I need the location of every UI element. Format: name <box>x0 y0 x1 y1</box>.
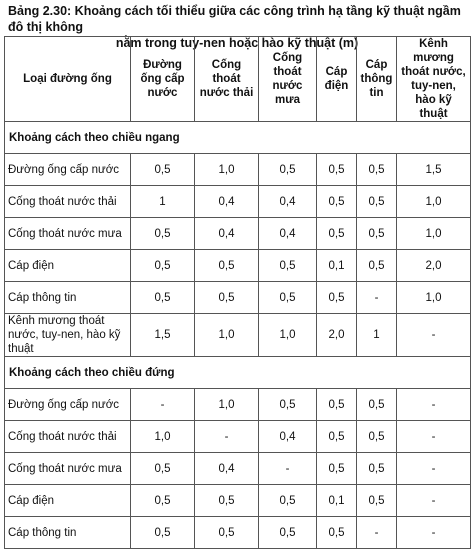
row-label: Kênh mương thoát nước, tuy-nen, hào kỹ thuật <box>5 314 131 357</box>
table-cell: 0,5 <box>259 485 317 517</box>
table-cell: 1,0 <box>397 218 471 250</box>
section-title: Khoảng cách theo chiều đứng <box>5 357 471 389</box>
table-cell: 0,5 <box>195 485 259 517</box>
header-row <box>5 37 471 122</box>
table-cell: 0,5 <box>195 282 259 314</box>
table-cell: - <box>357 517 397 549</box>
row-label: Cống thoát nước thải <box>5 421 131 453</box>
table-cell: 0,1 <box>317 485 357 517</box>
table-cell: 0,5 <box>357 485 397 517</box>
table-cell: 0,5 <box>131 250 195 282</box>
table-body <box>5 122 471 549</box>
table-cell: 1,0 <box>195 314 259 357</box>
table-cell: 1,0 <box>397 282 471 314</box>
table-cell: 0,4 <box>259 186 317 218</box>
header-pipe-type: Loại đường ống <box>5 37 131 122</box>
table-cell: 0,5 <box>317 421 357 453</box>
table-cell: - <box>195 421 259 453</box>
table-cell: 0,4 <box>259 421 317 453</box>
caption-line-1: Bảng 2.30: Khoảng cách tối thiểu giữa các công trình hạ tầng kỹ thuật ngầm đô thị không <box>8 4 461 34</box>
row-label: Cáp thông tin <box>5 282 131 314</box>
table-cell: 1,0 <box>397 186 471 218</box>
table-cell: 0,5 <box>195 517 259 549</box>
section-row <box>5 357 471 389</box>
table-cell: 1 <box>357 314 397 357</box>
header-stormwater-sewer: Cống thoát nước mưa <box>259 37 317 122</box>
row-label: Cáp thông tin <box>5 517 131 549</box>
table-cell: 0,5 <box>131 485 195 517</box>
table-row <box>5 154 471 186</box>
distance-table <box>4 36 471 549</box>
table-row <box>5 186 471 218</box>
table-cell: 0,5 <box>357 453 397 485</box>
header-telecom-cable: Cáp thông tin <box>357 37 397 122</box>
table-row <box>5 517 471 549</box>
table-cell: 0,5 <box>131 517 195 549</box>
row-label: Cống thoát nước thải <box>5 186 131 218</box>
table-cell: 0,5 <box>357 250 397 282</box>
table-cell: 0,1 <box>317 250 357 282</box>
table-cell: 0,5 <box>317 186 357 218</box>
table-row <box>5 485 471 517</box>
table-cell: - <box>397 517 471 549</box>
table-cell: 1,0 <box>259 314 317 357</box>
table-cell: 0,5 <box>259 250 317 282</box>
table-cell: 0,4 <box>195 186 259 218</box>
table-row <box>5 314 471 357</box>
table-cell: - <box>397 314 471 357</box>
section-title: Khoảng cách theo chiều ngang <box>5 122 471 154</box>
table-cell: 0,5 <box>195 250 259 282</box>
table-row <box>5 218 471 250</box>
table-cell: 0,5 <box>317 389 357 421</box>
table-cell: 0,5 <box>357 154 397 186</box>
table-row <box>5 453 471 485</box>
section-row <box>5 122 471 154</box>
row-label: Cống thoát nước mưa <box>5 453 131 485</box>
table-cell: 1,5 <box>131 314 195 357</box>
table-cell: 2,0 <box>397 250 471 282</box>
table-cell: 1,0 <box>195 389 259 421</box>
table-cell: 1 <box>131 186 195 218</box>
table-cell: 2,0 <box>317 314 357 357</box>
row-label: Đường ống cấp nước <box>5 389 131 421</box>
table-cell: 0,5 <box>131 282 195 314</box>
table-cell: 0,5 <box>317 218 357 250</box>
table-cell: 1,5 <box>397 154 471 186</box>
table-row <box>5 282 471 314</box>
table-cell: - <box>131 389 195 421</box>
row-label: Đường ống cấp nước <box>5 154 131 186</box>
table-cell: 0,5 <box>259 282 317 314</box>
table-cell: 0,5 <box>317 154 357 186</box>
table-cell: - <box>397 389 471 421</box>
table-cell: 0,5 <box>357 218 397 250</box>
row-label: Cáp điện <box>5 250 131 282</box>
table-cell: 1,0 <box>131 421 195 453</box>
table-row <box>5 421 471 453</box>
table-cell: 0,5 <box>259 154 317 186</box>
table-cell: 0,5 <box>317 282 357 314</box>
table-cell: 0,5 <box>317 517 357 549</box>
table-cell: 0,4 <box>259 218 317 250</box>
table-cell: 0,4 <box>195 453 259 485</box>
table-cell: 0,5 <box>131 218 195 250</box>
table-cell: 0,5 <box>357 186 397 218</box>
table-cell: 0,4 <box>195 218 259 250</box>
table-cell: 0,5 <box>131 154 195 186</box>
row-label: Cống thoát nước mưa <box>5 218 131 250</box>
table-cell: - <box>357 282 397 314</box>
table-cell: - <box>259 453 317 485</box>
table-cell: 1,0 <box>195 154 259 186</box>
table-cell: - <box>397 485 471 517</box>
table-cell: 0,5 <box>131 453 195 485</box>
table-cell: - <box>397 421 471 453</box>
table-cell: 0,5 <box>259 517 317 549</box>
table-cell: 0,5 <box>317 453 357 485</box>
table-cell: 0,5 <box>357 389 397 421</box>
header-water-supply: Đường ống cấp nước <box>131 37 195 122</box>
table-cell: - <box>397 453 471 485</box>
caption-line-2: nằm trong tuy-nen hoặc hào kỹ thuật (m) <box>115 36 359 50</box>
header-power-cable: Cáp điện <box>317 37 357 122</box>
table-row <box>5 250 471 282</box>
row-label: Cáp điện <box>5 485 131 517</box>
header-canal-tunnel: Kênh mương thoát nước, tuy-nen, hào kỹ thuật <box>397 37 471 122</box>
table-cell: 0,5 <box>357 421 397 453</box>
table-cell: 0,5 <box>259 389 317 421</box>
table-row <box>5 389 471 421</box>
header-wastewater-sewer: Cống thoát nước thải <box>195 37 259 122</box>
